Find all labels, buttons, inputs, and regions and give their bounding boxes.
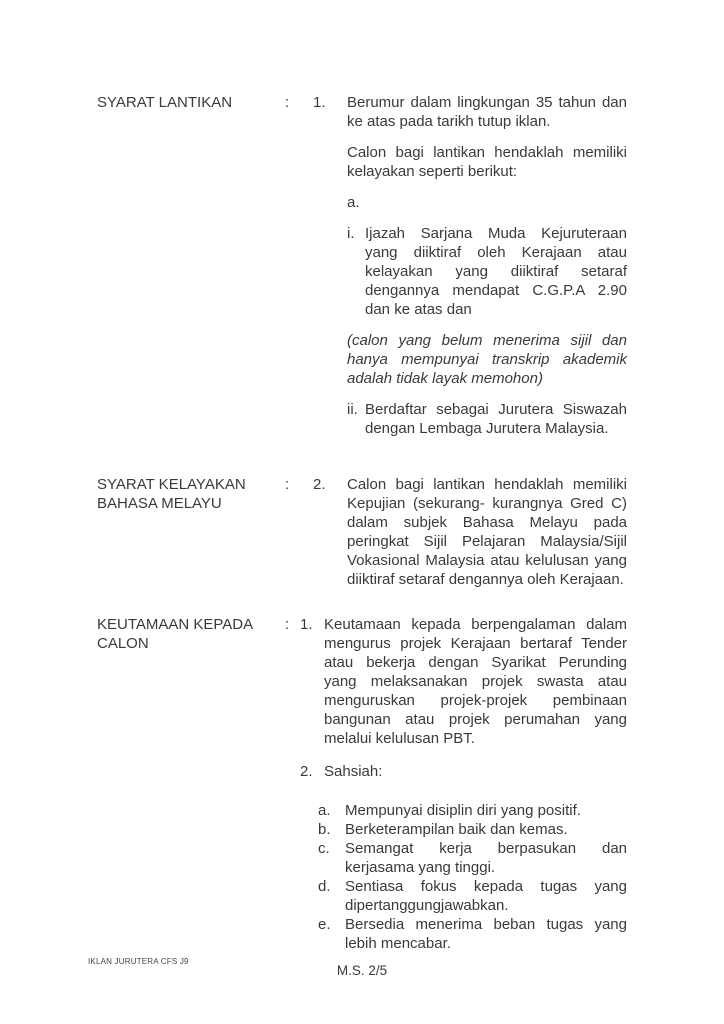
section-label-line1: SYARAT KELAYAKAN: [97, 476, 246, 493]
list-item-text: Bersedia menerima beban tugas yang lebih mencabar.: [345, 916, 627, 952]
roman-item-ii-text: Berdaftar sebagai Jurutera Siswazah dengan Lembaga Jurutera Malaysia.: [365, 401, 627, 437]
letter-marker: e.: [318, 916, 331, 933]
item-number-2: 2.: [300, 763, 313, 780]
numbered-item-1: [300, 615, 627, 748]
roman-marker-ii: ii.: [347, 401, 358, 418]
roman-item-i-text: Ijazah Sarjana Muda Kejuruteraan yang diiktiraf oleh Kerajaan atau kelayakan yang diiktiraf setaraf dengannya mendapat C.G.P.A 2.90 dan ke atas dan: [365, 225, 627, 318]
footer-document-reference: IKLAN JURUTERA CFS J9: [88, 957, 189, 966]
list-item: [318, 839, 627, 877]
list-item: [318, 877, 627, 915]
list-item-roman-i: [347, 224, 627, 319]
section-body: [300, 615, 627, 953]
colon-separator: :: [285, 476, 290, 493]
section-label-line2: CALON: [97, 635, 149, 652]
numbered-item-2: [300, 762, 627, 781]
list-item-text: Semangat kerja berpasukan dan kerjasama yang tinggi.: [345, 840, 627, 876]
list-item-text: Berketerampilan baik dan kemas.: [345, 821, 568, 838]
letter-marker: a.: [318, 802, 331, 819]
section-label-line2: BAHASA MELAYU: [97, 495, 222, 512]
roman-marker-i: i.: [347, 225, 355, 242]
section-label-line1: KEUTAMAAN KEPADA: [97, 616, 254, 633]
section-label-column: [97, 615, 285, 653]
paragraph-bahasa-melayu-requirement: Calon bagi lantikan hendaklah memiliki Kepujian (sekurang- kurangnya Gred C) dalam subjek Bahasa Melayu pada peringkat Sijil Pelajaran Malaysia/Sijil Vokasional Malaysia atau kelulusan yang diiktiraf setaraf dengannya oleh Kerajaan.: [347, 476, 627, 588]
section-label-column: [97, 93, 285, 112]
list-item: [318, 820, 627, 839]
section-body: [347, 475, 627, 589]
item-number-1: 1.: [300, 616, 313, 633]
list-item-roman-ii: [347, 400, 627, 438]
section-body: [347, 93, 627, 438]
italic-note: (calon yang belum menerima sijil dan hanya mempunyai transkrip akademik adalah tidak layak memohon): [347, 332, 627, 387]
list-item: [318, 915, 627, 953]
letter-marker: b.: [318, 821, 331, 838]
section-number: 2.: [313, 476, 326, 493]
paragraph-age-requirement: Berumur dalam lingkungan 35 tahun dan ke atas pada tarikh tutup iklan.: [347, 94, 627, 130]
item-2-title: Sahsiah:: [324, 763, 383, 780]
section-syarat-lantikan: [97, 93, 627, 438]
section-number: 1.: [313, 94, 326, 111]
letter-marker: c.: [318, 840, 330, 857]
footer-page-number: M.S. 2/5: [336, 963, 388, 978]
section-label: SYARAT LANTIKAN: [97, 94, 233, 111]
letter-marker: d.: [318, 878, 331, 895]
section-keutamaan-kepada-calon: [97, 615, 627, 953]
colon-separator: :: [285, 616, 290, 633]
colon-separator: :: [285, 94, 290, 111]
list-item: [318, 801, 627, 820]
list-item-text: Sentiasa fokus kepada tugas yang dipertanggungjawabkan.: [345, 878, 627, 914]
sahsiah-list: [318, 801, 627, 953]
section-syarat-kelayakan-bahasa-melayu: [97, 475, 627, 589]
paragraph-qualification-intro: Calon bagi lantikan hendaklah memiliki kelayakan seperti berikut:: [347, 144, 627, 180]
list-item-text: Mempunyai disiplin diri yang positif.: [345, 802, 581, 819]
item-1-text: Keutamaan kepada berpengalaman dalam mengurus projek Kerajaan bertaraf Tender atau bekerja dengan Syarikat Perunding yang melaksanakan projek swasta atau menguruskan projek-projek pembinaan bangunan atau projek perumahan yang melalui kelulusan PBT.: [324, 616, 627, 747]
document-content: [97, 93, 627, 953]
section-label-column: [97, 475, 285, 513]
sublabel-a: a.: [347, 194, 360, 211]
